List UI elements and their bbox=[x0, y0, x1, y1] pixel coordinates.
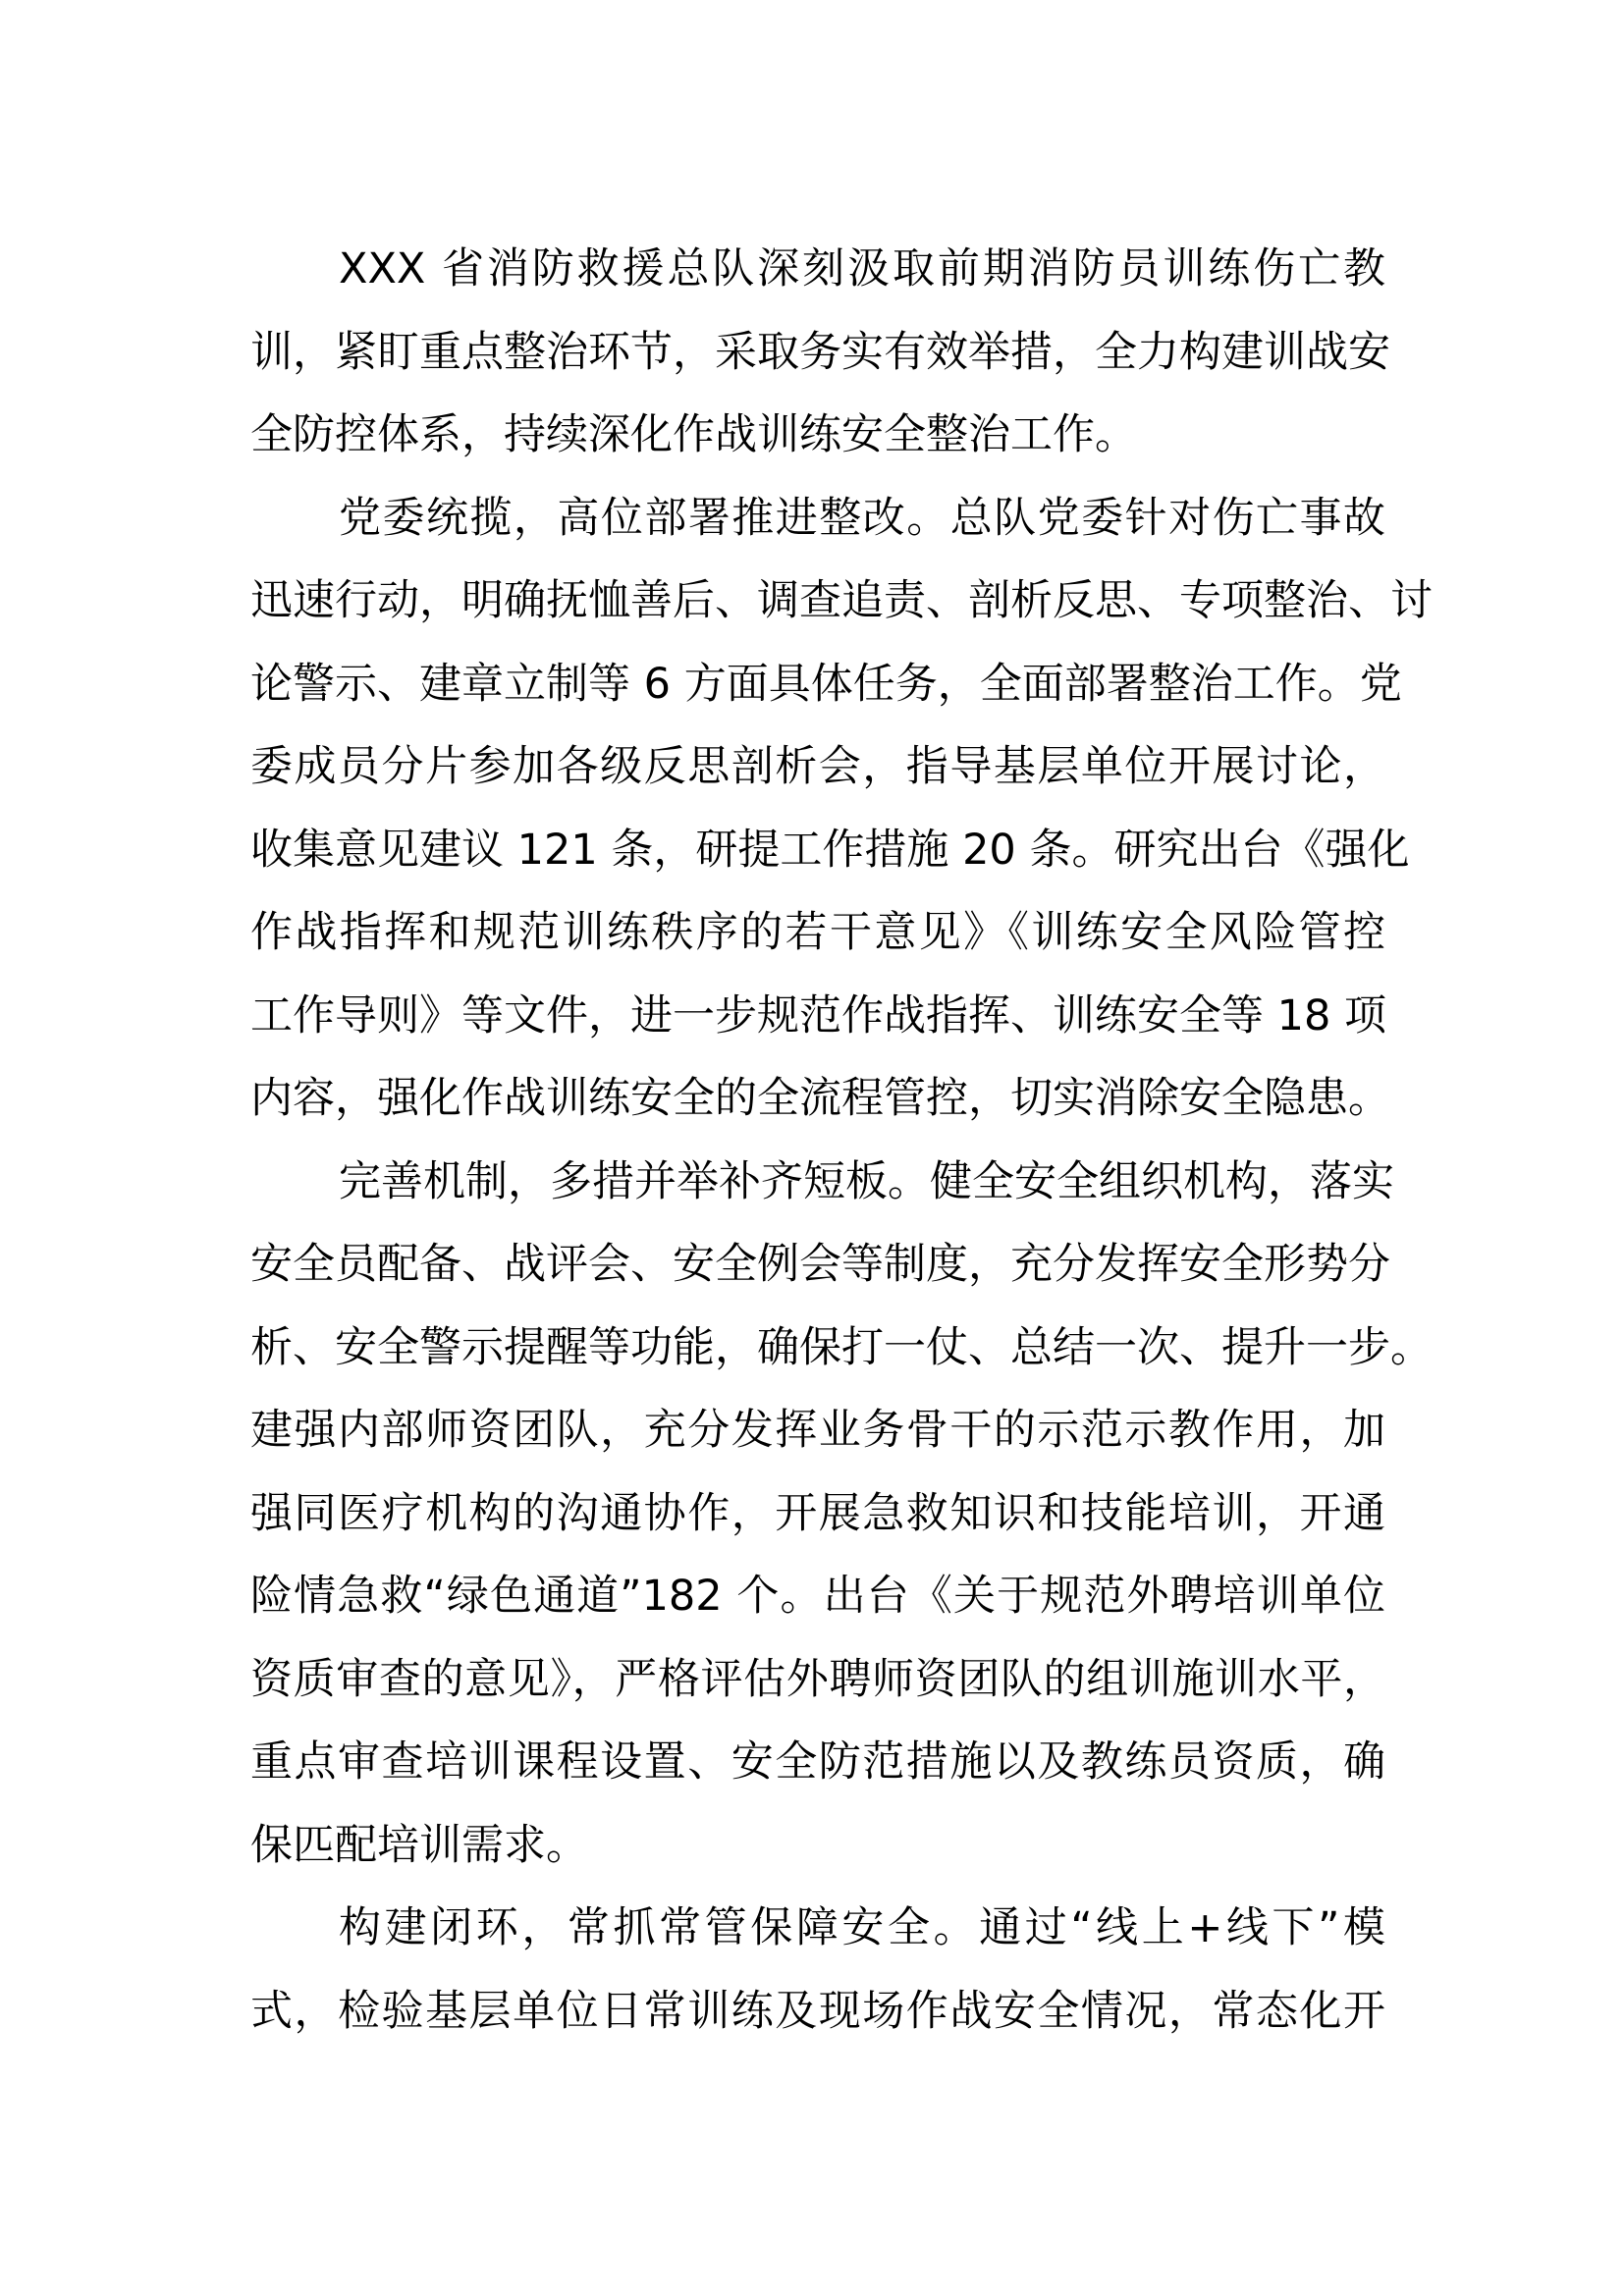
text-line: 党委统揽，高位部署推进整改。总队党委针对伤亡事故 bbox=[339, 493, 1385, 543]
text-line: 工作导则》等文件，进一步规范作战指挥、训练安全等 18 项 bbox=[250, 990, 1387, 1041]
document-body bbox=[250, 228, 1433, 2053]
paragraph bbox=[250, 477, 1433, 1141]
text-line: 建强内部师资团队，充分发挥业务骨干的示范示教作用，加 bbox=[250, 1406, 1385, 1455]
text-line: 安全员配备、战评会、安全例会等制度，充分发挥安全形势分 bbox=[250, 1240, 1390, 1289]
text-line: 式，检验基层单位日常训练及现场作战安全情况，常态化开 bbox=[250, 1986, 1385, 2036]
text-line: 委成员分片参加各级反思剖析会，指导基层单位开展讨论， bbox=[250, 742, 1385, 791]
text-line: 作战指挥和规范训练秩序的若干意见》《训练安全风险管控 bbox=[250, 908, 1385, 957]
text-line: 迅速行动，明确抚恤善后、调查追责、剖析反思、专项整治、讨 bbox=[250, 576, 1433, 625]
paragraph bbox=[250, 1141, 1433, 1888]
text-line: 析、安全警示提醒等功能，确保打一仗、总结一次、提升一步。 bbox=[250, 1322, 1433, 1372]
text-line: 全防控体系，持续深化作战训练安全整治工作。 bbox=[250, 410, 1137, 459]
paragraph bbox=[250, 228, 1390, 477]
text-line: 构建闭环，常抓常管保障安全。通过“线上+线下”模 bbox=[339, 1903, 1385, 1952]
text-line: 论警示、建章立制等 6 方面具体任务，全面部署整治工作。党 bbox=[250, 659, 1402, 709]
text-line: 收集意见建议 121 条，研提工作措施 20 条。研究出台《强化 bbox=[250, 825, 1410, 875]
text-line: 保匹配培训需求。 bbox=[250, 1820, 588, 1870]
text-line: 内容，强化作战训练安全的全流程管控，切实消除安全隐患。 bbox=[250, 1074, 1390, 1123]
paragraph bbox=[250, 1887, 1385, 2053]
text-line: 资质审查的意见》，严格评估外聘师资团队的组训施训水平， bbox=[250, 1654, 1385, 1704]
text-line: XXX 省消防救援总队深刻汲取前期消防员训练伤亡教 bbox=[339, 244, 1385, 294]
text-line: 训，紧盯重点整治环节，采取务实有效举措，全力构建训战安 bbox=[250, 327, 1390, 377]
text-line: 完善机制，多措并举补齐短板。健全安全组织机构，落实 bbox=[339, 1156, 1394, 1206]
text-line: 重点审查培训课程设置、安全防范措施以及教练员资质，确 bbox=[250, 1737, 1385, 1787]
text-line: 强同医疗机构的沟通协作，开展急救知识和技能培训，开通 bbox=[250, 1488, 1385, 1538]
text-line: 险情急救“绿色通道”182 个。出台《关于规范外聘培训单位 bbox=[250, 1572, 1385, 1621]
